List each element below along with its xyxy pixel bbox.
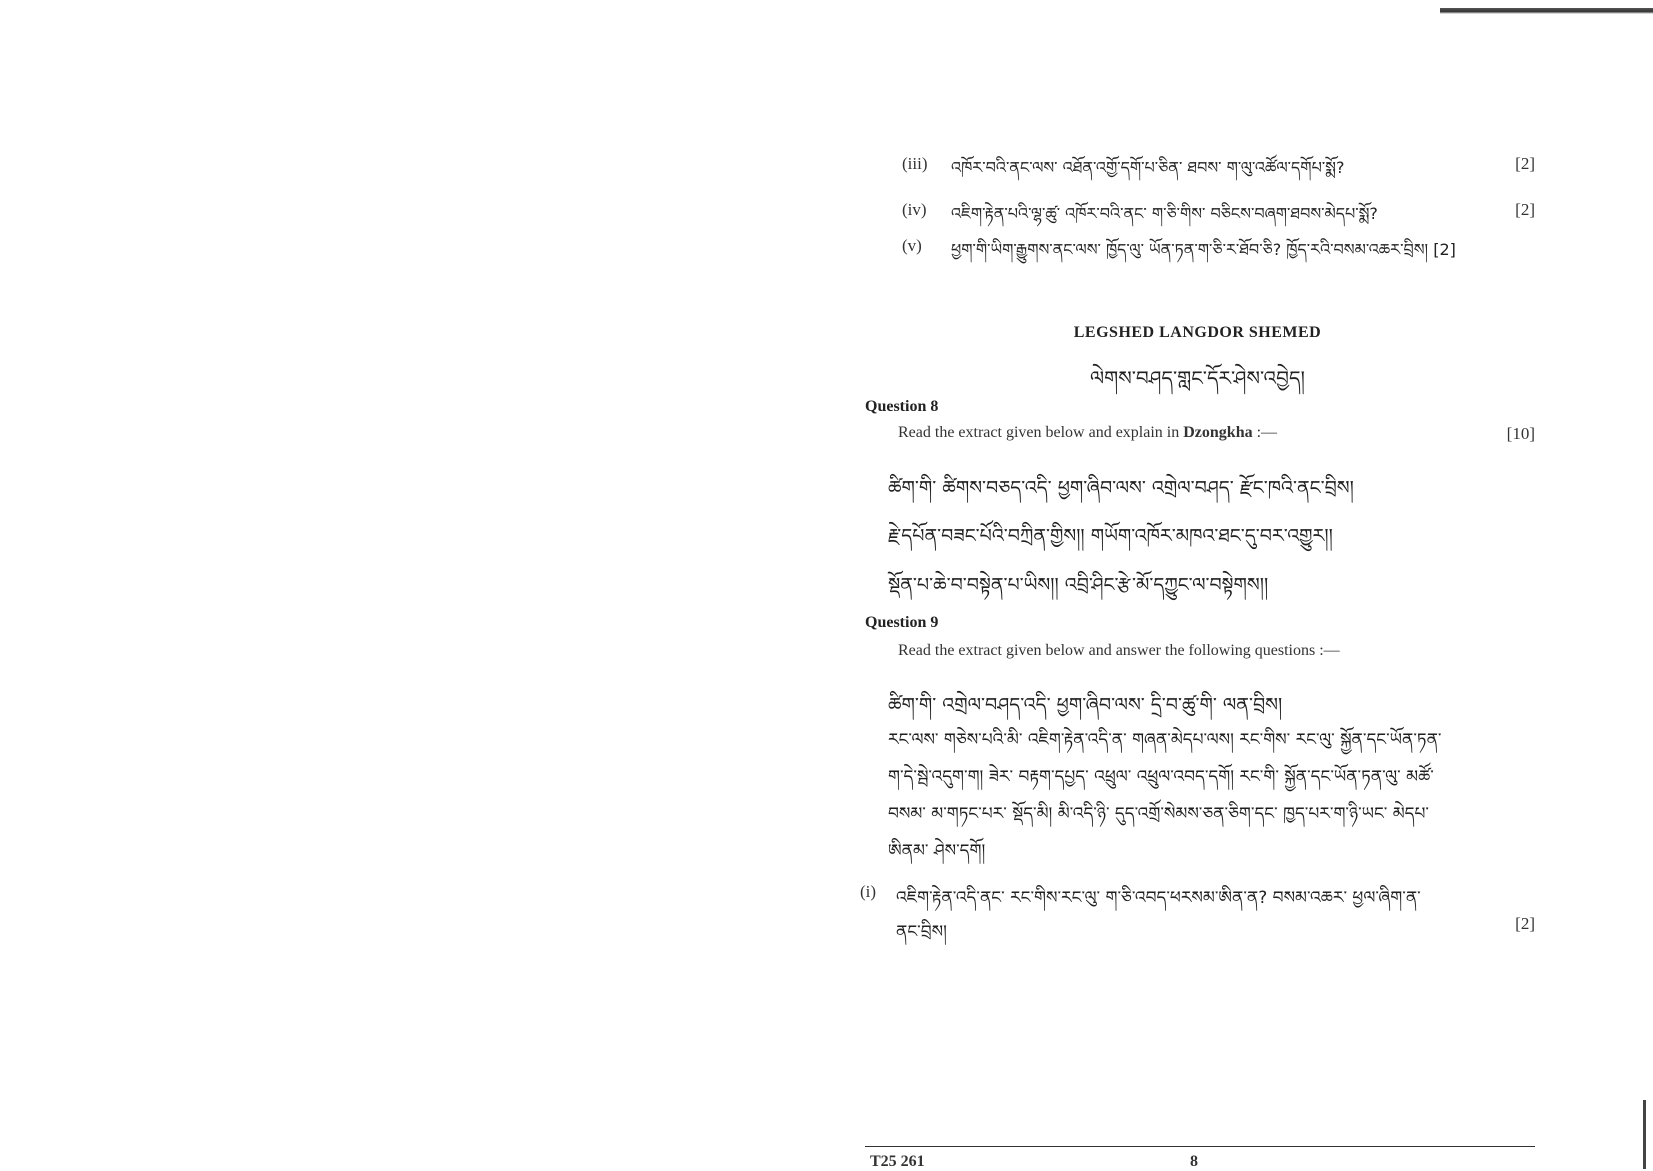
question-number: (i) — [860, 882, 877, 901]
question-number: (iii) — [902, 154, 928, 173]
extract-line: རྗེ་དཔོན་བཟང་པོའི་བཀྲིན་གྱིས།། གཡོག་འཁོར་མཁའ་ཐང་དུ་བར་འགྱུར།། — [888, 525, 1333, 547]
section-title: LEGSHED LANGDOR SHEMED — [1073, 324, 1322, 341]
question-number: (iv) — [902, 200, 927, 219]
question-mark: [2] — [1515, 154, 1535, 173]
question-item — [860, 232, 1535, 260]
question-8-mark: [10] — [1506, 424, 1535, 443]
extract-line: ཚིག་གི་ ཚིགས་བཅད་འདི་ ཕྱག་ཞིབ་ལས་ འགྲེལ་བཤད་ རྫོང་ཁའི་ནང་བྲིས། — [888, 477, 1354, 499]
question-text: ཕྱག་གི་ཡིག་རྒྱུགས་ནང་ལས་ ཁྱོད་ལུ་ ཡོན་ཏན་ག་ཅི་ར་ཐོབ་ཅི? ཁྱོད་རའི་བསམ་འཆར་བྲིས། [2] — [951, 240, 1456, 259]
extract-paragraph — [888, 722, 1538, 870]
paper-code: T25 261 — [870, 1153, 925, 1170]
question-item — [860, 150, 1535, 178]
instruction-suffix: :— — [1252, 424, 1278, 441]
instruction-text: Read the extract given below and explain in — [898, 424, 1184, 441]
question-mark: [2] — [1515, 914, 1535, 933]
paragraph-line: རང་ལས་ གཅེས་པའི་མི་ འཇིག་རྟེན་འདི་ན་ གཞན་མེདཔ་ལས། རང་གིས་ རང་ལུ་ སྐྱོན་དང་ཡོན་ཏན་ — [888, 730, 1442, 750]
page-number: 8 — [1190, 1153, 1198, 1170]
extract-line: སྡོན་པ་ཆེ་བ་བསྟེན་པ་ཡིས།། འབྲི་ཤིང་རྩེ་མོ་དཀྱུང་ལ་བསྟེགས།། — [888, 574, 1269, 596]
scan-edge-right — [1643, 1100, 1646, 1169]
question-item — [860, 878, 1535, 948]
extract-title-line: ཚིག་གི་ འགྲེལ་བཤད་འདི་ ཕྱག་ཞིབ་ལས་ དྲི་བ་ཚུ་གི་ ལན་བྲིས། — [888, 694, 1283, 716]
instruction-emphasis: Dzongkha — [1183, 424, 1253, 441]
question-8-heading: Question 8 — [865, 398, 939, 415]
question-mark: [2] — [1515, 200, 1535, 219]
footer-rule — [865, 1146, 1535, 1147]
question-text: འཇིག་རྟེན་པའི་ལྷ་ཚུ་ འཁོར་བའི་ནང་ ག་ཅི་གིས་ བཅིངས་བཞག་ཐབས་མེདཔ་སྨོ? — [951, 204, 1378, 223]
question-text: འཁོར་བའི་ནང་ལས་ འཐོན་འགྱོ་དགོ་པ་ཅིན་ ཐབས་ ག་ལུ་འཚོལ་དགོཔ་སྨོ? — [951, 158, 1345, 177]
question-9-heading: Question 9 — [865, 614, 939, 631]
paragraph-line: བསམ་ མ་གཏང་པར་ སྡོད་མི། མི་འདི་ཉི་ དུད་འགྲོ་སེམས་ཅན་ཅིག་དང་ ཁྱད་པར་ག་ཉི་ཡང་ མེདཔ་ — [888, 804, 1429, 824]
question-8-instruction — [898, 424, 1535, 442]
section-title-tibetan: ལེགས་བཤད་གླང་དོར་ཤེས་འབྱེད། — [1090, 366, 1305, 390]
question-item — [860, 196, 1535, 224]
paragraph-line: ག་དེ་སྦེ་འདུག་ག། ཟེར་ བརྟག་དཔྱད་ འཕྲུལ་ འཕྲུལ་འབད་དགོ། རང་གི་ སྐྱོན་དང་ཡོན་ཏན་ལུ་ མཚོ་ — [888, 767, 1434, 787]
question-text-continued: ནང་བྲིས། — [896, 922, 947, 942]
question-9-instruction: Read the extract given below and answer the following questions :— — [898, 642, 1340, 659]
question-number: (v) — [902, 236, 922, 255]
question-text: འཇིག་རྟེན་འདི་ནང་ རང་གིས་རང་ལུ་ ག་ཅི་འབད་ཕརསམ་ཨིན་ན? བསམ་འཆར་ ཕྱལ་ཞིག་ན་ — [896, 888, 1421, 908]
paragraph-line: ཨིནམ་ ཤེས་དགོ། — [888, 841, 986, 861]
scan-edge-top — [1440, 8, 1653, 14]
